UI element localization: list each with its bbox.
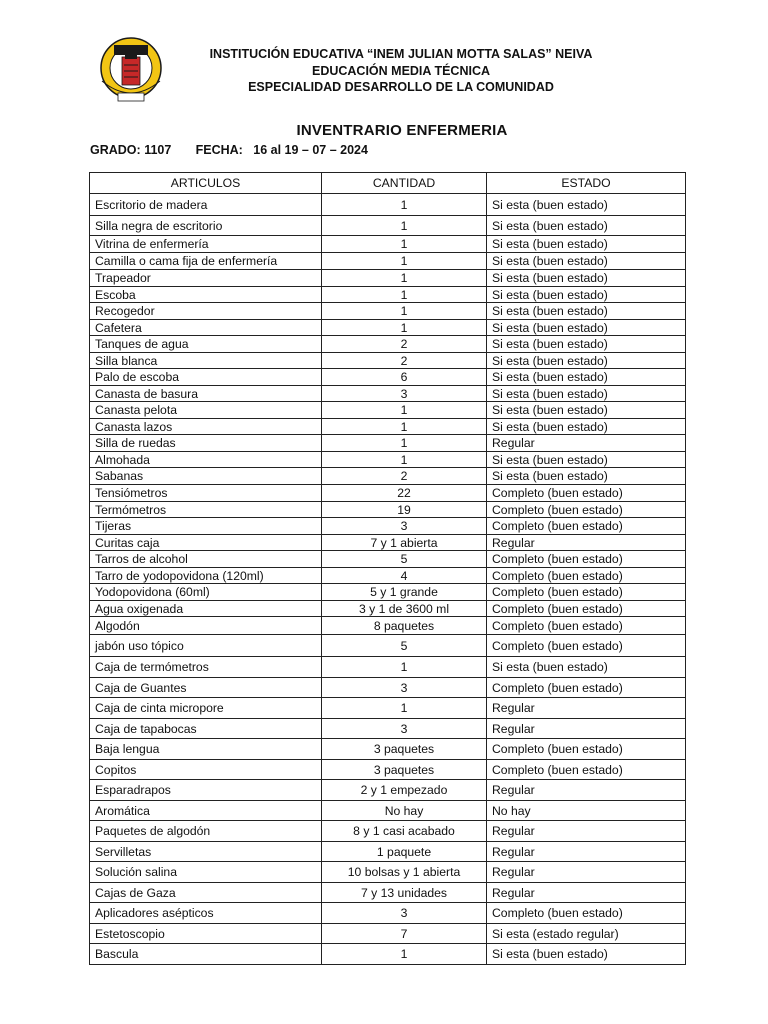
item-state-cell: Regular — [487, 862, 686, 883]
table-row — [90, 468, 686, 485]
item-state-cell: Completo (buen estado) — [487, 568, 686, 584]
item-state-cell: Si esta (buen estado) — [487, 336, 686, 353]
item-state-cell: Regular — [487, 821, 686, 842]
item-state-cell: Completo (buen estado) — [487, 518, 686, 535]
item-state-cell: Si esta (buen estado) — [487, 657, 686, 678]
item-name-cell: Tarros de alcohol — [90, 551, 322, 568]
item-name-cell: Cajas de Gaza — [90, 883, 322, 903]
item-quantity-cell: 1 paquete — [322, 842, 487, 862]
item-state-cell: Completo (buen estado) — [487, 502, 686, 518]
item-name-cell: Escritorio de madera — [90, 194, 322, 216]
column-header-state: ESTADO — [487, 173, 686, 194]
item-quantity-cell: 3 — [322, 719, 487, 739]
item-quantity-cell: 1 — [322, 944, 487, 965]
table-row — [90, 821, 686, 842]
item-state-cell: Completo (buen estado) — [487, 903, 686, 924]
item-quantity-cell: 1 — [322, 419, 487, 435]
table-row — [90, 303, 686, 320]
item-name-cell: Silla negra de escritorio — [90, 216, 322, 236]
item-quantity-cell: 5 — [322, 635, 487, 657]
item-name-cell: Vitrina de enfermería — [90, 236, 322, 253]
item-quantity-cell: 1 — [322, 402, 487, 419]
table-row — [90, 518, 686, 535]
school-crest-icon — [100, 35, 162, 105]
table-row — [90, 402, 686, 419]
item-name-cell: Copitos — [90, 760, 322, 780]
item-state-cell: Si esta (buen estado) — [487, 419, 686, 435]
table-row — [90, 287, 686, 303]
item-quantity-cell: 2 — [322, 353, 487, 369]
item-quantity-cell: 10 bolsas y 1 abierta — [322, 862, 487, 883]
table-row — [90, 502, 686, 518]
table-row — [90, 336, 686, 353]
item-quantity-cell: 7 y 1 abierta — [322, 535, 487, 551]
table-row — [90, 535, 686, 551]
item-quantity-cell: 1 — [322, 194, 487, 216]
item-quantity-cell: 2 — [322, 468, 487, 485]
table-row — [90, 194, 686, 216]
item-name-cell: Tensiómetros — [90, 485, 322, 502]
item-quantity-cell: 1 — [322, 287, 487, 303]
item-state-cell: Si esta (buen estado) — [487, 386, 686, 402]
item-name-cell: Canasta de basura — [90, 386, 322, 402]
item-state-cell: Regular — [487, 435, 686, 452]
table-row — [90, 353, 686, 369]
table-row — [90, 698, 686, 719]
table-header-row — [90, 173, 686, 194]
table-row — [90, 568, 686, 584]
header-line-1: INSTITUCIÓN EDUCATIVA “INEM JULIAN MOTTA SALAS” NEIVA — [209, 47, 593, 61]
item-state-cell: Regular — [487, 780, 686, 801]
table-row — [90, 601, 686, 617]
item-state-cell: Completo (buen estado) — [487, 617, 686, 635]
item-name-cell: Tanques de agua — [90, 336, 322, 353]
table-row — [90, 903, 686, 924]
item-name-cell: Solución salina — [90, 862, 322, 883]
item-state-cell: Si esta (buen estado) — [487, 369, 686, 386]
item-name-cell: Silla blanca — [90, 353, 322, 369]
item-name-cell: Aplicadores asépticos — [90, 903, 322, 924]
table-row — [90, 320, 686, 336]
table-row — [90, 617, 686, 635]
column-header-quantity: CANTIDAD — [322, 173, 487, 194]
item-state-cell: Si esta (buen estado) — [487, 402, 686, 419]
item-name-cell: Caja de tapabocas — [90, 719, 322, 739]
item-state-cell: Si esta (buen estado) — [487, 468, 686, 485]
item-quantity-cell: 3 — [322, 386, 487, 402]
item-state-cell: Si esta (buen estado) — [487, 303, 686, 320]
table-row — [90, 657, 686, 678]
item-name-cell: Agua oxigenada — [90, 601, 322, 617]
item-name-cell: Camilla o cama fija de enfermería — [90, 253, 322, 270]
item-name-cell: Cafetera — [90, 320, 322, 336]
item-quantity-cell: 22 — [322, 485, 487, 502]
table-row — [90, 369, 686, 386]
document-meta — [90, 143, 368, 157]
table-row — [90, 760, 686, 780]
item-quantity-cell: 19 — [322, 502, 487, 518]
table-row — [90, 678, 686, 698]
item-name-cell: Recogedor — [90, 303, 322, 320]
item-state-cell: Si esta (buen estado) — [487, 236, 686, 253]
item-quantity-cell: 2 y 1 empezado — [322, 780, 487, 801]
item-state-cell: Completo (buen estado) — [487, 551, 686, 568]
table-row — [90, 801, 686, 821]
item-quantity-cell: 3 y 1 de 3600 ml — [322, 601, 487, 617]
item-name-cell: Tijeras — [90, 518, 322, 535]
item-name-cell: Caja de termómetros — [90, 657, 322, 678]
item-state-cell: Si esta (buen estado) — [487, 253, 686, 270]
item-quantity-cell: 3 paquetes — [322, 739, 487, 760]
item-state-cell: Si esta (buen estado) — [487, 452, 686, 468]
item-state-cell: Si esta (buen estado) — [487, 287, 686, 303]
item-state-cell: Si esta (buen estado) — [487, 944, 686, 965]
item-state-cell: Si esta (buen estado) — [487, 194, 686, 216]
item-state-cell: No hay — [487, 801, 686, 821]
item-quantity-cell: 5 — [322, 551, 487, 568]
item-name-cell: Canasta lazos — [90, 419, 322, 435]
item-state-cell: Completo (buen estado) — [487, 760, 686, 780]
item-quantity-cell: No hay — [322, 801, 487, 821]
item-state-cell: Si esta (buen estado) — [487, 270, 686, 287]
table-row — [90, 236, 686, 253]
table-row — [90, 253, 686, 270]
header-line-3: ESPECIALIDAD DESARROLLO DE LA COMUNIDAD — [248, 80, 554, 94]
item-name-cell: Escoba — [90, 287, 322, 303]
grade-value: 1107 — [144, 143, 172, 157]
table-row — [90, 780, 686, 801]
item-quantity-cell: 3 — [322, 903, 487, 924]
item-name-cell: Caja de Guantes — [90, 678, 322, 698]
item-name-cell: Termómetros — [90, 502, 322, 518]
table-row — [90, 635, 686, 657]
document-title: INVENTRARIO ENFERMERIA — [296, 122, 508, 139]
item-state-cell: Regular — [487, 842, 686, 862]
table-row — [90, 862, 686, 883]
item-name-cell: Sabanas — [90, 468, 322, 485]
item-state-cell: Completo (buen estado) — [487, 739, 686, 760]
item-name-cell: Servilletas — [90, 842, 322, 862]
table-row — [90, 216, 686, 236]
item-quantity-cell: 1 — [322, 303, 487, 320]
item-quantity-cell: 3 paquetes — [322, 760, 487, 780]
item-quantity-cell: 3 — [322, 518, 487, 535]
header-line-2: EDUCACIÓN MEDIA TÉCNICA — [311, 63, 490, 78]
item-state-cell: Completo (buen estado) — [487, 635, 686, 657]
item-name-cell: Tarro de yodopovidona (120ml) — [90, 568, 322, 584]
item-quantity-cell: 7 — [322, 924, 487, 944]
item-state-cell: Completo (buen estado) — [487, 678, 686, 698]
item-quantity-cell: 1 — [322, 657, 487, 678]
item-quantity-cell: 3 — [322, 678, 487, 698]
item-name-cell: Palo de escoba — [90, 369, 322, 386]
item-name-cell: Yodopovidona (60ml) — [90, 584, 322, 601]
grade-label: GRADO: — [90, 143, 141, 157]
table-row — [90, 842, 686, 862]
table-row — [90, 419, 686, 435]
item-name-cell: Trapeador — [90, 270, 322, 287]
item-name-cell: Caja de cinta micropore — [90, 698, 322, 719]
table-row — [90, 944, 686, 965]
item-quantity-cell: 1 — [322, 253, 487, 270]
date-label: FECHA: — [195, 143, 243, 157]
item-state-cell: Completo (buen estado) — [487, 485, 686, 502]
item-quantity-cell: 5 y 1 grande — [322, 584, 487, 601]
table-row — [90, 551, 686, 568]
item-name-cell: Canasta pelota — [90, 402, 322, 419]
table-row — [90, 452, 686, 468]
item-name-cell: Estetoscopio — [90, 924, 322, 944]
table-row — [90, 883, 686, 903]
table-row — [90, 485, 686, 502]
item-name-cell: Algodón — [90, 617, 322, 635]
item-state-cell: Completo (buen estado) — [487, 584, 686, 601]
item-quantity-cell: 6 — [322, 369, 487, 386]
item-name-cell: Aromática — [90, 801, 322, 821]
column-header-articles: ARTICULOS — [90, 173, 322, 194]
item-quantity-cell: 1 — [322, 452, 487, 468]
item-quantity-cell: 1 — [322, 320, 487, 336]
inventory-table — [89, 172, 686, 965]
item-quantity-cell: 1 — [322, 698, 487, 719]
item-name-cell: Esparadrapos — [90, 780, 322, 801]
table-row — [90, 739, 686, 760]
item-name-cell: Almohada — [90, 452, 322, 468]
item-name-cell: Silla de ruedas — [90, 435, 322, 452]
item-state-cell: Completo (buen estado) — [487, 601, 686, 617]
item-state-cell: Si esta (estado regular) — [487, 924, 686, 944]
table-row — [90, 924, 686, 944]
table-row — [90, 270, 686, 287]
item-name-cell: Curitas caja — [90, 535, 322, 551]
item-quantity-cell: 1 — [322, 216, 487, 236]
table-row — [90, 719, 686, 739]
item-quantity-cell: 1 — [322, 435, 487, 452]
table-row — [90, 584, 686, 601]
school-logo — [100, 35, 162, 105]
item-quantity-cell: 2 — [322, 336, 487, 353]
item-quantity-cell: 7 y 13 unidades — [322, 883, 487, 903]
item-state-cell: Regular — [487, 883, 686, 903]
item-quantity-cell: 4 — [322, 568, 487, 584]
inventory-table-body — [90, 194, 686, 965]
item-quantity-cell: 1 — [322, 236, 487, 253]
date-value: 16 al 19 – 07 – 2024 — [253, 143, 368, 157]
item-state-cell: Regular — [487, 719, 686, 739]
item-state-cell: Regular — [487, 535, 686, 551]
item-state-cell: Regular — [487, 698, 686, 719]
item-name-cell: Bascula — [90, 944, 322, 965]
item-name-cell: Paquetes de algodón — [90, 821, 322, 842]
item-name-cell: jabón uso tópico — [90, 635, 322, 657]
item-state-cell: Si esta (buen estado) — [487, 353, 686, 369]
table-row — [90, 435, 686, 452]
table-row — [90, 386, 686, 402]
item-state-cell: Si esta (buen estado) — [487, 216, 686, 236]
item-quantity-cell: 1 — [322, 270, 487, 287]
item-state-cell: Si esta (buen estado) — [487, 320, 686, 336]
item-name-cell: Baja lengua — [90, 739, 322, 760]
item-quantity-cell: 8 paquetes — [322, 617, 487, 635]
institution-header — [170, 46, 632, 96]
item-quantity-cell: 8 y 1 casi acabado — [322, 821, 487, 842]
